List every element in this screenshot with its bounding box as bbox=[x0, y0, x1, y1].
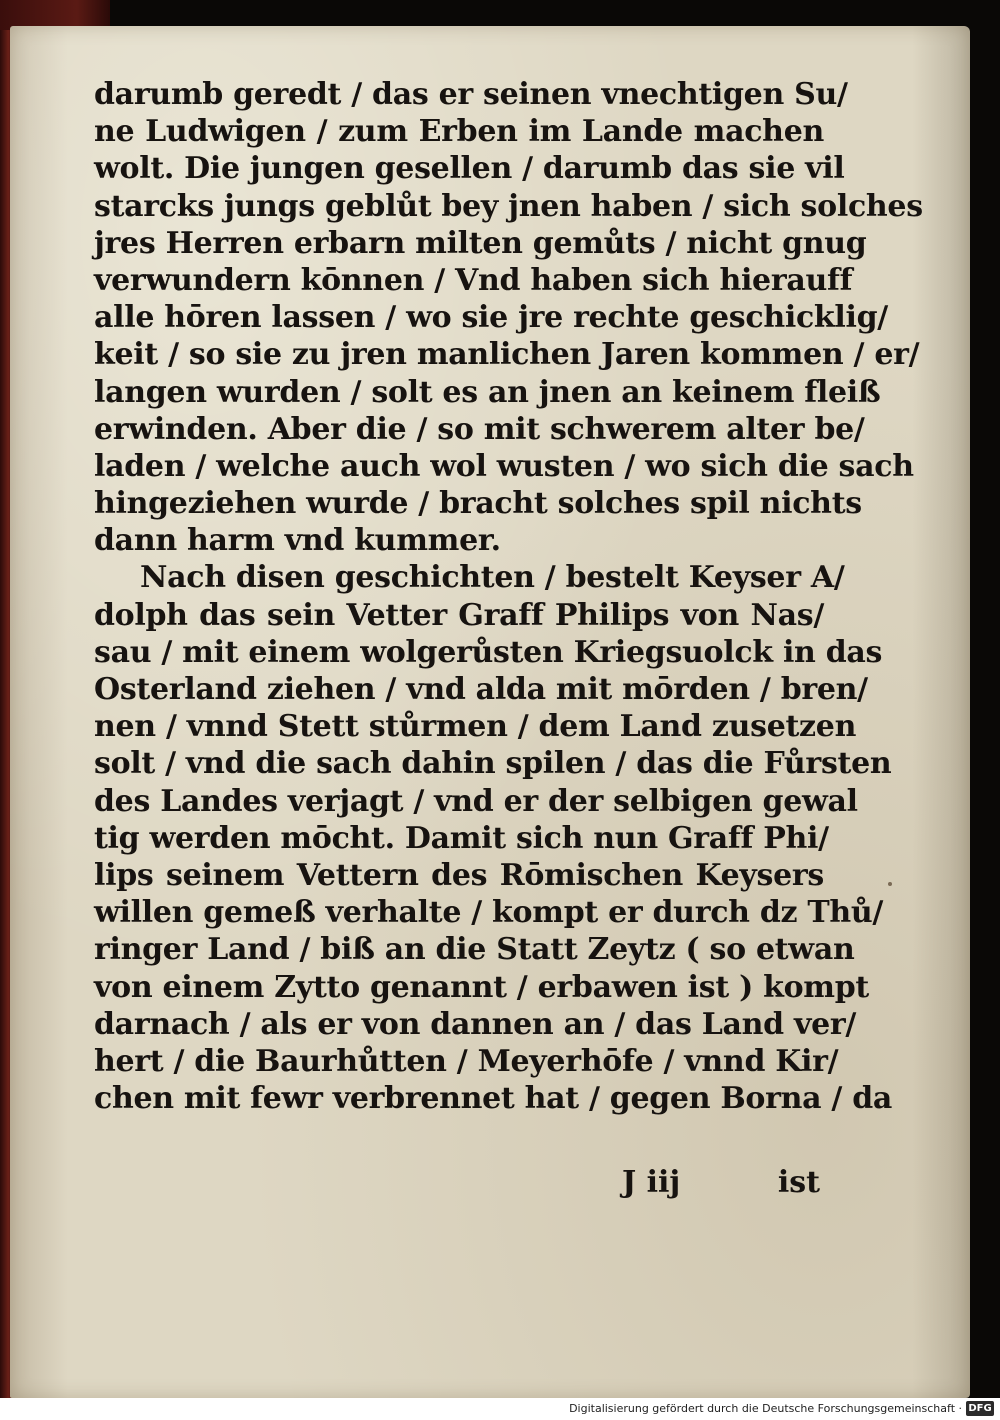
text-line: langen wurden / solt es an jnen an keinem fleiß bbox=[94, 374, 881, 410]
text-line: von einem Zytto genannt / erbawen ist ) kompt bbox=[94, 969, 869, 1005]
text-line: verwundern kōnnen / Vnd haben sich hierauff bbox=[94, 262, 853, 298]
digitization-footer bbox=[0, 1398, 1000, 1420]
page-footer-line bbox=[94, 1163, 824, 1203]
text-line: alle hōren lassen / wo sie jre rechte geschicklig/ bbox=[94, 300, 888, 336]
funding-credit: Digitalisierung gefördert durch die Deutsche Forschungsgemeinschaft · bbox=[569, 1402, 962, 1415]
dfg-logo: DFG bbox=[966, 1401, 994, 1416]
text-line: willen gemeß verhalte / kompt er durch dz Thů/ bbox=[94, 895, 884, 931]
text-line: lips seinem Vettern des Rōmischen Keysers bbox=[94, 857, 824, 893]
text-line: dolph das sein Vetter Graff Philips von Nas/ bbox=[94, 597, 824, 633]
page-text bbox=[94, 76, 923, 1117]
text-line: sau / mit einem wolgerůsten Kriegsuolck in das bbox=[94, 634, 883, 670]
text-line: laden / welche auch wol wusten / wo sich die sach bbox=[94, 448, 914, 484]
paragraph-start-line: Nach disen geschichten / bestelt Keyser A/ bbox=[140, 560, 845, 596]
text-line: solt / vnd die sach dahin spilen / das die Fůrsten bbox=[94, 746, 892, 782]
text-line: des Landes verjagt / vnd er der selbigen gewal bbox=[94, 783, 858, 819]
text-line: nen / vnnd Stett stůrmen / dem Land zusetzen bbox=[94, 709, 857, 745]
text-line: chen mit fewr verbrennet hat / gegen Borna / da bbox=[94, 1081, 893, 1117]
text-line: ringer Land / biß an die Statt Zeytz ( so etwan bbox=[94, 932, 855, 968]
catchword: ist bbox=[777, 1165, 820, 1200]
text-line: hert / die Baurhůtten / Meyerhōfe / vnnd Kir/ bbox=[94, 1043, 839, 1079]
signature-mark: J iij bbox=[622, 1165, 681, 1200]
text-line: erwinden. Aber die / so mit schwerem alter be/ bbox=[94, 411, 865, 447]
text-line: starcks jungs geblůt bey jnen haben / sich solches bbox=[94, 188, 923, 224]
text-line: hingeziehen wurde / bracht solches spil nichts bbox=[94, 486, 862, 522]
text-line: wolt. Die jungen gesellen / darumb das sie vil bbox=[94, 151, 845, 187]
paragraph-end-line: dann harm vnd kummer. bbox=[94, 523, 501, 559]
text-line: keit / so sie zu jren manlichen Jaren kommen / er/ bbox=[94, 337, 920, 373]
paper-speck bbox=[888, 882, 892, 886]
text-line: ne Ludwigen / zum Erben im Lande machen bbox=[94, 114, 824, 150]
text-line: Osterland ziehen / vnd alda mit mōrden / bren/ bbox=[94, 672, 868, 707]
text-line: darumb geredt / das er seinen vnechtigen Su/ bbox=[94, 77, 848, 112]
text-line: darnach / als er von dannen an / das Land ver/ bbox=[94, 1006, 857, 1042]
text-line: tig werden mōcht. Damit sich nun Graff Phi/ bbox=[94, 820, 829, 856]
book-page bbox=[10, 26, 970, 1398]
text-line: jres Herren erbarn milten gemůts / nicht gnug bbox=[94, 225, 867, 261]
